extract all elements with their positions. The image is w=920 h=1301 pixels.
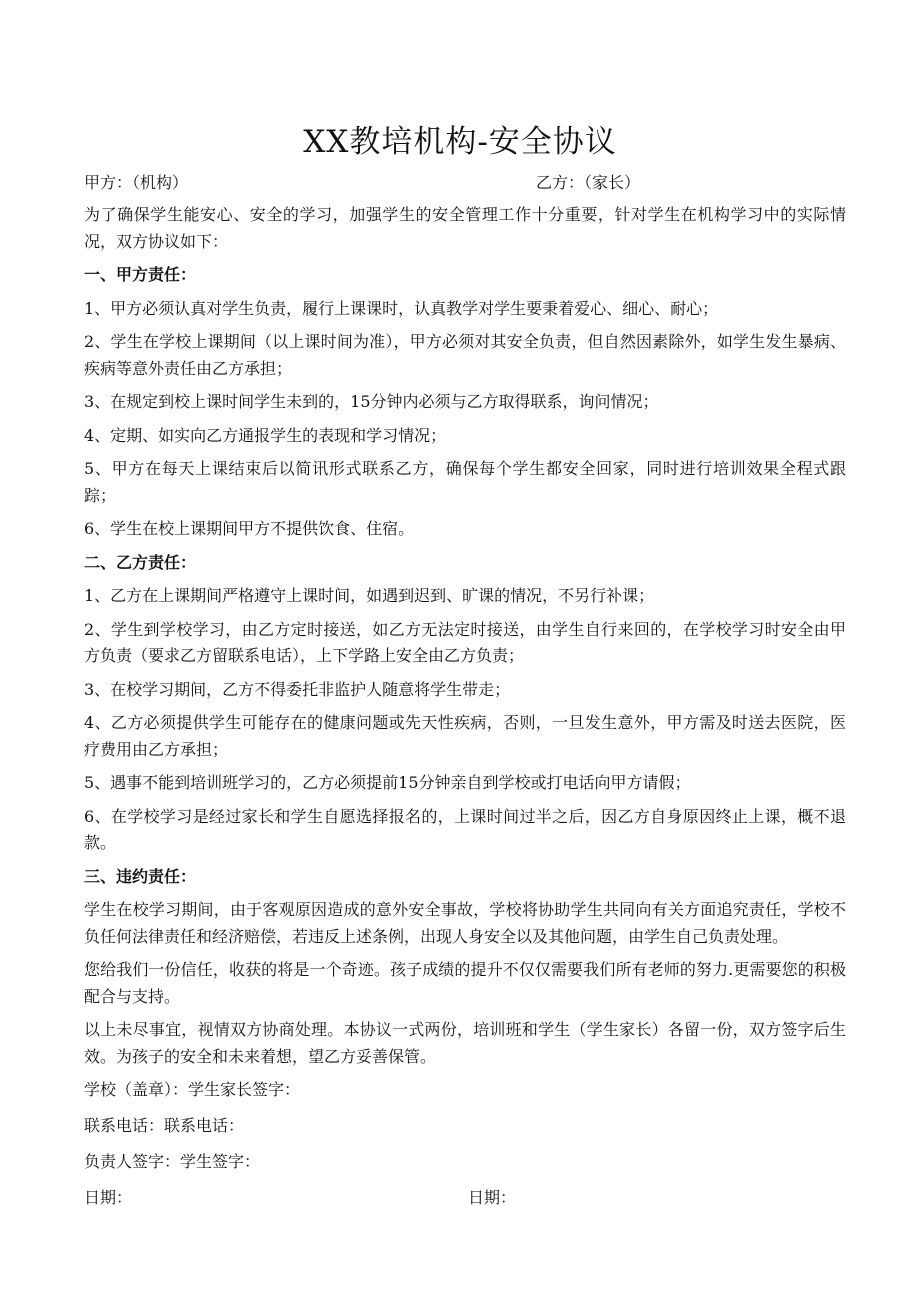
trust-paragraph: 您给我们一份信任，收获的将是一个奇迹。孩子成绩的提升不仅仅需要我们所有老师的努力.更需要您的积极配合与支持。 — [84, 960, 846, 1006]
parties-row — [84, 170, 844, 194]
section-heading-breach: 三、违约责任： — [84, 866, 197, 886]
section-heading-party-a: 一、甲方责任： — [84, 265, 197, 284]
signature-line-responsible: 负责人签字：学生签字： — [84, 1152, 261, 1171]
party-a-label: 甲方：（机构） — [84, 173, 189, 192]
party-a-clause: 4、定期、如实向乙方通报学生的表现和学习情况； — [84, 425, 447, 445]
closing-paragraph: 以上未尽事宜，视情双方协商处理。本协议一式两份，培训班和学生（学生家长）各留一份，双方签字后生效。为孩子的安全和未来着想，望乙方妥善保管。 — [84, 1020, 846, 1066]
party-b-clause: 3、在校学习期间，乙方不得委托非监护人随意将学生带走； — [84, 679, 511, 699]
party-b-clause: 4、乙方必须提供学生可能存在的健康问题或先天性疾病，否则，一旦发生意外，甲方需及时送去医院，医疗费用由乙方承担； — [84, 713, 846, 759]
party-b-clause: 1、乙方在上课期间严格遵守上课时间，如遇到迟到、旷课的情况，不另行补课； — [84, 586, 655, 605]
breach-paragraph: 学生在校学习期间，由于客观原因造成的意外安全事故，学校将协助学生共同向有关方面追究责任，学校不负任何法律责任和经济赔偿，若违反上述条例，出现人身安全以及其他问题，由学生自己负责处理。 — [84, 900, 846, 946]
party-a-clause: 1、甲方必须认真对学生负责，履行上课课时，认真教学对学生要秉着爱心、细心、耐心； — [84, 298, 719, 318]
date-right-label: 日期： — [468, 1188, 517, 1207]
date-row — [84, 1185, 846, 1209]
party-a-clause: 6、学生在校上课期间甲方不提供饮食、住宿。 — [84, 519, 415, 538]
agreement-body — [84, 202, 846, 1209]
party-b-clause: 6、在学校学习是经过家长和学生自愿选择报名的，上课时间过半之后，因乙方自身原因终止上课，概不退款。 — [84, 806, 846, 852]
signature-line-school: 学校（盖章）：学生家长签字： — [84, 1080, 301, 1099]
intro-paragraph: 为了确保学生能安心、安全的学习，加强学生的安全管理工作十分重要，针对学生在机构学习中的实际情况，双方协议如下： — [84, 205, 846, 251]
party-a-clause: 5、甲方在每天上课结束后以简讯形式联系乙方，确保每个学生都安全回家，同时进行培训效果全程式跟踪； — [84, 459, 846, 505]
document-title: XX教培机构-安全协议 — [303, 124, 617, 160]
party-b-clause: 5、遇事不能到培训班学习的，乙方必须提前15分钟亲自到学校或打电话向甲方请假； — [84, 773, 691, 792]
section-heading-party-b: 二、乙方责任： — [84, 552, 197, 572]
party-a-clause: 3、在规定到校上课时间学生未到的，15分钟内必须与乙方取得联系，询问情况； — [84, 392, 659, 411]
date-left-label: 日期： — [84, 1188, 133, 1207]
party-b-clause: 2、学生到学校学习，由乙方定时接送，如乙方无法定时接送，由学生自行来回的，在学校学习时安全由甲方负责（要求乙方留联系电话），上下学路上安全由乙方负责； — [84, 619, 846, 665]
signature-line-phone: 联系电话：联系电话： — [84, 1116, 245, 1135]
party-b-label: 乙方：（家长） — [536, 173, 641, 192]
party-a-clause: 2、学生在学校上课期间（以上课时间为准），甲方必须对其安全负责，但自然因素除外，如学生发生暴病、疾病等意外责任由乙方承担； — [84, 332, 846, 378]
